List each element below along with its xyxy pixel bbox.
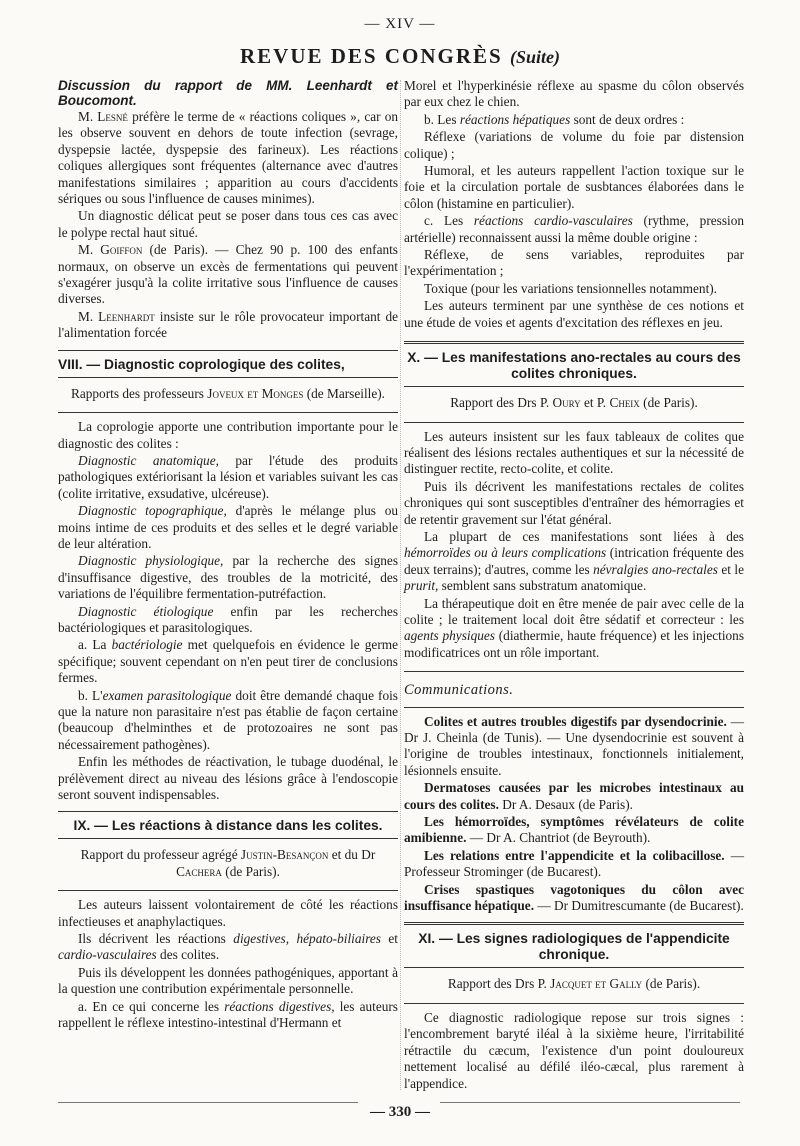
comm-4-title: Les relations entre l'appendicite et la colibacillose.	[424, 847, 725, 863]
label-bacteriologie: bactériologie	[111, 637, 183, 653]
label-prurit: prurit,	[404, 578, 439, 594]
page-number: — 330 —	[370, 1104, 430, 1120]
paragraph-c	[404, 213, 744, 246]
c-prefix: c. Les	[424, 213, 474, 229]
section-9-p2	[58, 931, 398, 964]
section-8-title: VIII. — Diagnostic coprologique des colites,	[58, 356, 345, 372]
title-text: REVUE DES CONGRÈS	[240, 44, 503, 68]
section-rule	[58, 838, 398, 839]
section-9-p4	[58, 999, 398, 1032]
rapport-author-1: Justin-Besançon	[240, 847, 329, 863]
label-digestives: digestives, hépato-biliaires	[233, 931, 381, 947]
section-11-title: XI. — Les signes radiologiques de l'appendicite chronique.	[418, 931, 730, 963]
section-9-title: IX. — Les réactions à distance dans les colites.	[73, 818, 383, 834]
label-parasitologique: examen parasitologique	[102, 687, 232, 703]
section-rule	[404, 707, 744, 708]
left-column	[58, 78, 398, 1033]
section-rule	[58, 350, 398, 351]
rapport-suffix: (de Paris).	[639, 395, 698, 411]
p6-prefix: a. La	[78, 637, 112, 653]
section-8-p4	[58, 553, 398, 602]
paragraph-leenhardt	[58, 309, 398, 342]
section-rule	[404, 922, 744, 925]
page-roman-number: — XIV —	[364, 16, 436, 32]
paragraph-goiffon	[58, 242, 398, 308]
text-parasitologique: doit être demandé chaque fois que la nature non parasitaire n'est pas établie de façon certaine (beaucoup d'helminthes et de protozoaires ne sont pas nécessairement pathogènes).	[58, 687, 398, 752]
label-hemorroides: hémorroïdes ou à leurs complications	[404, 545, 607, 561]
communication-3	[404, 814, 744, 847]
column-divider	[400, 80, 401, 1090]
section-rule	[58, 377, 398, 378]
p4-prefix: a. En ce qui concerne les	[78, 998, 225, 1014]
discussion-title: Discussion du rapport de MM. Leenhardt et Boucomont.	[58, 78, 398, 108]
text-physiologique: par la recherche des signes d'insuffisance digestive, des troubles de la motricité, des variations de l'équilibre fermentation-putréfaction.	[58, 553, 399, 602]
section-8-p8: Enfin les méthodes de réactivation, le tubage duodénal, le prélèvement direct au niveau des lésions grâce à l'endoscopie seront souvent indispensables.	[58, 754, 398, 803]
paragraph-toxique: Toxique (pour les variations tensionnelles notamment).	[424, 280, 718, 296]
comm-3-author: — Dr A. Chantriot (de Beyrouth).	[466, 830, 651, 846]
paragraph-b	[404, 112, 744, 128]
rapport-author-1: P. Oury	[539, 395, 581, 411]
section-10-rapport	[404, 395, 744, 411]
p3-mid-2: et le	[717, 561, 744, 577]
section-rule	[58, 412, 398, 413]
p2-prefix: Ils décrivent les réactions	[78, 931, 234, 947]
author-leenhardt: M. Leenhardt	[78, 308, 155, 324]
rapport-author-2: P. Cheix	[596, 395, 640, 411]
paragraph-reflexe: Réflexe (variations de volume du foie par distension colique) ;	[404, 129, 744, 161]
comm-1-author: — Dr J. Cheinla (de Tunis). — Une dysendocrinie est souvent à l'origine de troubles intestinaux, fonctionnels initialement, lésionnels ensuite.	[404, 713, 744, 778]
label-nevralgies: névralgies ano-rectales	[593, 561, 718, 577]
rapport-suffix: (de Paris).	[642, 976, 701, 992]
section-8-rapport	[58, 386, 398, 402]
section-8-p7	[58, 688, 398, 754]
section-rule	[404, 341, 744, 344]
text-leenhardt: insiste sur le rôle provocateur important de l'alimentation forcée	[58, 308, 398, 341]
comm-1-title: Colites et autres troubles digestifs par dysendocrinie.	[424, 713, 727, 729]
section-rule	[404, 671, 744, 672]
comm-5-title: Crises spastiques vagotoniques du côlon avec insuffisance hépatique.	[404, 881, 744, 914]
label-agents-physiques: agents physiques	[404, 628, 495, 644]
rapport-authors: P. Jacquet et Gally	[537, 976, 643, 992]
p4-text: les auteurs rappellent le réflexe intestino-intestinal d'Hermann et	[58, 998, 398, 1031]
paragraph-synthese: Les auteurs terminent par une synthèse de ces notions et une étude de voies et agents d'excitation des réflexes en jeu.	[404, 298, 744, 330]
text-etiologique: enfin par les recherches bactériologiques et parasitologiques.	[58, 603, 398, 635]
journal-section-title	[0, 44, 800, 69]
rapport-prefix: Rapport des Drs	[450, 395, 540, 411]
section-10-title: X. — Les manifestations ano-rectales au cours des colites chroniques.	[407, 350, 741, 382]
comm-5-author: — Dr Dumitrescumante (de Bucarest).	[534, 898, 744, 914]
section-10-p2: Puis ils décrivent les manifestations rectales de colites chroniques qui sont susceptibles d'entraîner des hémorragies et de retentir gravement sur l'état général.	[404, 478, 744, 527]
section-9-p3: Puis ils développent les données pathogéniques, apportant à la question une contribution expérimentale personnelle.	[58, 964, 398, 997]
section-rule	[58, 890, 398, 891]
text-goiffon: (de Paris). — Chez 90 p. 100 des enfants normaux, on observe un excès de fermentations qui peuvent s'exagérer jusqu'à la colite irritative sous l'influence de causes diverses.	[58, 242, 398, 307]
label-physiologique: Diagnostic physiologique,	[78, 553, 224, 569]
section-rule	[404, 1003, 744, 1004]
section-10-p1: Les auteurs insistent sur les faux tableaux de colites que réalisent des lésions rectales authentiques et sur la nécessité de distinguer rectite, recto-colite, et colite.	[404, 428, 744, 477]
label-cardio-vasculaires: réactions cardio-vasculaires	[473, 213, 633, 229]
comm-3-title: Les hémorroïdes, symptômes révélateurs de colite amibienne.	[404, 814, 744, 846]
p3-mid: (intrication fréquente des deux terrains); d'autres, comme les	[404, 545, 744, 577]
communication-2	[404, 780, 744, 813]
p2-suffix: des colites.	[156, 947, 220, 963]
section-9-rapport	[58, 847, 398, 880]
section-rule	[404, 422, 744, 423]
communications-title: Communications.	[404, 682, 514, 699]
rapport-prefix: Rapports des professeurs	[70, 385, 208, 401]
p3-prefix: La plupart de ces manifestations sont liées à des	[424, 528, 744, 544]
section-8-p6	[58, 637, 398, 686]
c-text: (rythme, pression artérielle) reconnaissent aussi la même double origine :	[404, 213, 744, 245]
section-11-rapport	[404, 976, 744, 992]
communication-4	[404, 848, 744, 881]
p2-mid: et	[380, 931, 398, 947]
rapport-prefix: Rapport des Drs	[447, 976, 538, 992]
section-10-p3	[404, 529, 744, 595]
b-prefix: b. Les	[424, 111, 460, 127]
section-10-p4	[404, 596, 744, 662]
p7-prefix: b. L'	[78, 687, 103, 703]
paragraph-humoral: Humoral, et les auteurs rappellent l'action toxique sur le foie et la circulation portale de susbtances élaborées dans le côlon (histamine en particulier).	[404, 163, 744, 211]
text-anatomique: par l'étude des produits pathologiques extériorisant la lésion et variables suivant les cas (colite irritative, exsudative, ulcéreuse).	[58, 452, 398, 501]
author-lesne: M. Lesné	[78, 109, 128, 124]
label-cardio: cardio-vasculaires	[58, 947, 157, 963]
rapport-prefix: Rapport du professeur agrégé	[80, 847, 241, 863]
paragraph-continued: Morel et l'hyperkinésie réflexe au spasme du côlon observés par eux chez le chien.	[404, 78, 744, 110]
rapport-authors: Joveux et Monges	[207, 385, 304, 401]
section-8-p1: La coprologie apporte une contribution importante pour le diagnostic des colites :	[58, 419, 398, 451]
author-goiffon: M. Goiffon	[78, 242, 143, 258]
communication-1	[404, 714, 744, 780]
section-rule	[404, 386, 744, 387]
b-text: sont de deux ordres :	[570, 111, 685, 127]
footer-rule-right	[440, 1102, 740, 1103]
title-suite: (Suite)	[509, 47, 560, 67]
paragraph-diagnostic: Un diagnostic délicat peut se poser dans tous ces cas avec le polype rectal haut situé.	[58, 208, 398, 240]
text-bacteriologie: met quelquefois en évidence le germe spécifique; souvent cependant on n'en peut tirer de conclusions fermes.	[58, 637, 398, 686]
rapport-suffix: (de Marseille).	[303, 385, 385, 401]
section-8-p2	[58, 453, 398, 502]
communication-5	[404, 882, 744, 915]
p4-suffix: (diathermie, haute fréquence) et les injections modificatrices ont un rôle important.	[404, 628, 744, 660]
label-topographique: Diagnostic topographique,	[78, 503, 227, 519]
rapport-mid: et du Dr	[328, 847, 376, 863]
text-topographique: d'après le mélange plus ou moins intime de ces produits et des selles et le degré variable de leur altération.	[58, 503, 398, 551]
section-8-p5	[58, 604, 398, 637]
comm-2-title: Dermatoses causées par les microbes intestinaux au cours des colites.	[404, 780, 744, 812]
label-reactions-digestives: réactions digestives,	[224, 998, 335, 1014]
section-11-p1: Ce diagnostic radiologique repose sur trois signes : l'encombrement baryté iléal à la sixième heure, l'irritabilité rétractile du cæcum, l'existence d'un point douloureux nettement localisé au défilé iléo-cæcal, plus rarement à l'appendice.	[404, 1009, 744, 1091]
paragraph-lesne	[58, 109, 398, 207]
label-anatomique: Diagnostic anatomique,	[78, 452, 219, 468]
footer-rule-left	[58, 1102, 358, 1103]
section-rule	[404, 967, 744, 968]
section-8-p3	[58, 503, 398, 552]
rapport-mid: et	[580, 395, 597, 411]
comm-2-author: Dr A. Desaux (de Paris).	[498, 796, 633, 812]
label-hepatiques: réactions hépatiques	[459, 111, 571, 127]
right-column	[404, 78, 744, 1093]
rapport-author-2: Cachera	[176, 863, 222, 879]
rapport-suffix: (de Paris).	[221, 863, 280, 879]
paragraph-reflexe-2: Réflexe, de sens variables, reproduites par l'expérimentation ;	[404, 247, 744, 279]
p3-suffix: semblent sans substratum anatomique.	[438, 578, 647, 594]
section-9-p1: Les auteurs laissent volontairement de côté les réactions infectieuses et anaphylactiques.	[58, 897, 398, 929]
section-rule	[58, 811, 398, 812]
p4-prefix: La thérapeutique doit en être menée de pair avec celle de la colite ; le traitement local doit être sédatif et correcteur : les	[404, 595, 744, 627]
label-etiologique: Diagnostic étiologique	[78, 603, 214, 619]
comm-4-author: — Professeur Strominger (de Bucarest).	[404, 847, 744, 880]
text-lesne: préfère le terme de « réactions coliques », car on les observe souvent en dehors de toute infection (sevrage, dyspepsie lactée, dyspepsie des farineux). Les réactions coliques allergiques sont fréquentes (alternance avec d'autres manifestations similaires ; apparition au cours d'accidents sériques ou sous l'influence de causes minimes).	[58, 109, 398, 207]
